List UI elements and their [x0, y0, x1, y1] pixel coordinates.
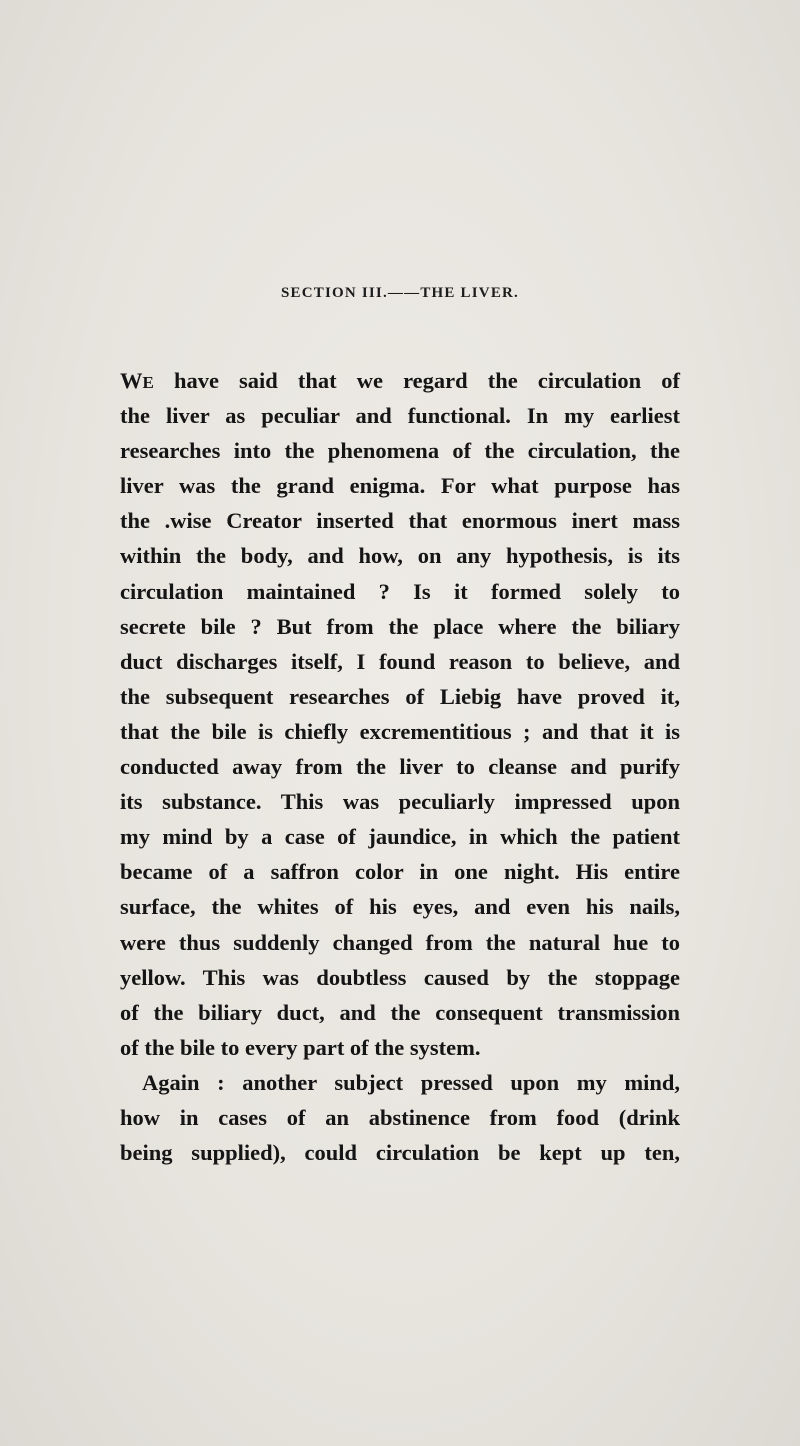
text-line: researches into the phenomena of the circulation, the: [120, 438, 680, 464]
text-line: its substance. This was peculiarly impressed upon: [120, 789, 680, 815]
text-line: duct discharges itself, I found reason to believe, and: [120, 648, 680, 674]
text-line: my mind by a case of jaundice, in which the patient: [120, 824, 680, 850]
text-line: secrete bile ? But from the place where the biliary: [120, 613, 680, 639]
text-line: the liver as peculiar and functional. In my earliest: [120, 403, 680, 429]
text-line: how in cases of an abstinence from food (drink: [120, 1104, 680, 1130]
section-heading: SECTION III.——THE LIVER.: [280, 285, 520, 301]
text-line: liver was the grand enigma. For what purpose has: [120, 473, 680, 499]
text-line: of the bile to every part of the system.: [120, 1034, 481, 1060]
text-line: surface, the whites of his eyes, and even his nails,: [120, 894, 680, 920]
text-line: the .wise Creator inserted that enormous inert mass: [120, 508, 680, 534]
text-line: being supplied), could circulation be kept up ten,: [120, 1140, 680, 1166]
text-line: WE have said that we regard the circulation of: [120, 368, 680, 393]
text-line: became of a saffron color in one night. His entire: [120, 859, 680, 885]
text-line: the subsequent researches of Liebig have proved it,: [120, 683, 680, 709]
text-line: Again : another subject pressed upon my mind,: [142, 1069, 680, 1095]
text-line: conducted away from the liver to cleanse and purify: [120, 754, 680, 780]
body-text: [120, 363, 680, 1170]
text-line: of the biliary duct, and the consequent transmission: [120, 999, 680, 1025]
small-caps: E: [142, 373, 154, 392]
text-line: that the bile is chiefly excrementitious ; and that it is: [120, 718, 680, 744]
drop-initial: W: [120, 368, 143, 393]
text-line: circulation maintained ? Is it formed solely to: [120, 578, 680, 604]
text-line: yellow. This was doubtless caused by the stoppage: [120, 964, 680, 990]
text-line: were thus suddenly changed from the natural hue to: [120, 929, 680, 955]
text-line: within the body, and how, on any hypothesis, is its: [120, 543, 680, 569]
